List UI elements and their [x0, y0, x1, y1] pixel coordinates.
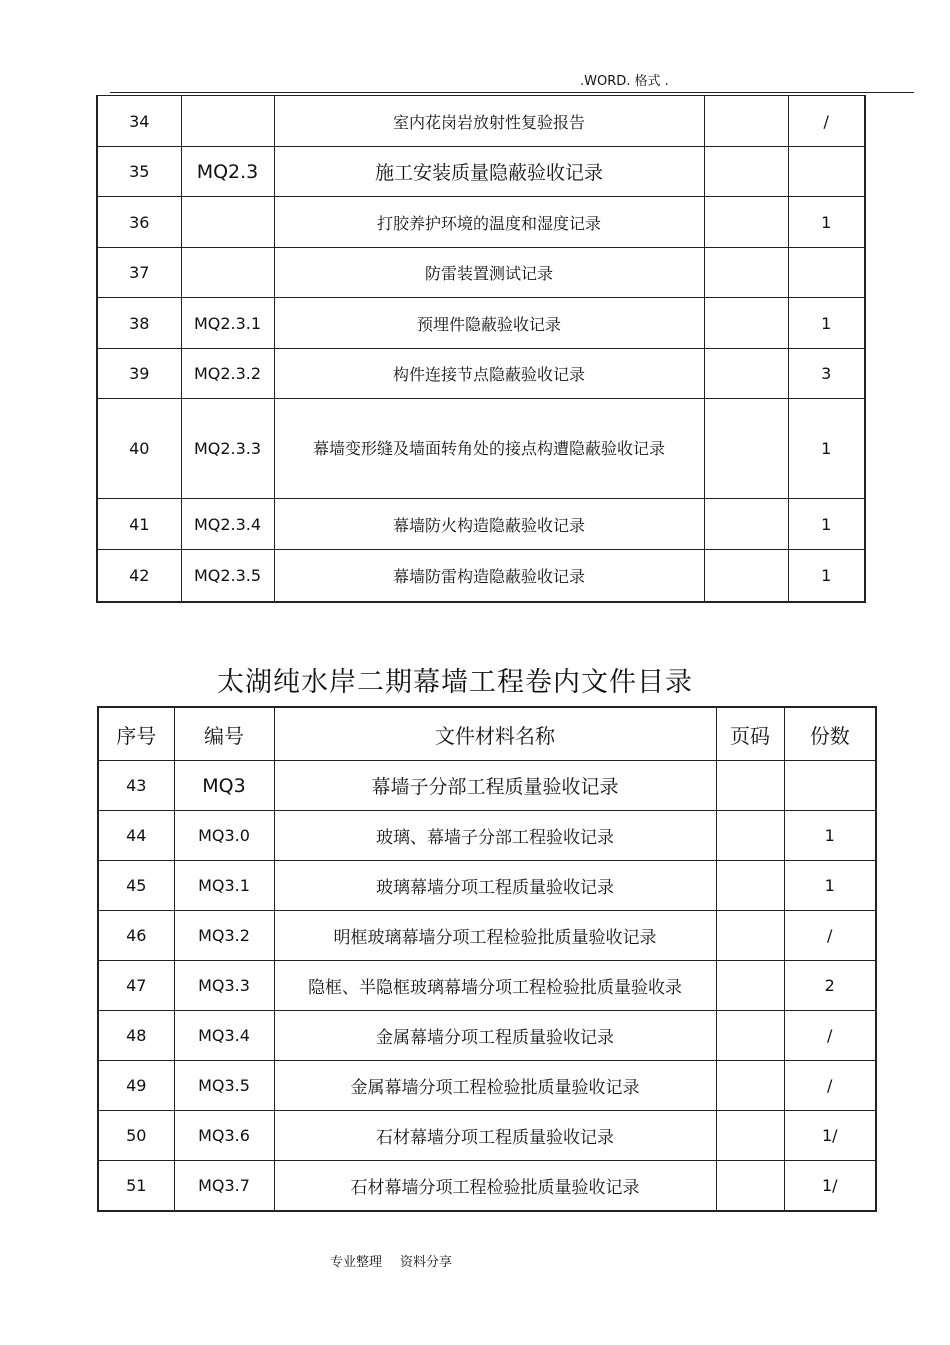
row-name: 打胶养护环境的温度和湿度记录	[274, 197, 704, 248]
row-number: 50	[98, 1111, 174, 1161]
row-count: 1	[788, 499, 865, 550]
row-code: MQ2.3.3	[181, 399, 274, 499]
row-number: 36	[97, 197, 181, 248]
row-number: 47	[98, 961, 174, 1011]
row-count	[788, 147, 865, 197]
row-count: 1	[788, 197, 865, 248]
row-number: 38	[97, 298, 181, 349]
footer-left-text: 专业整理	[330, 1255, 383, 1270]
row-code: MQ3.7	[174, 1161, 274, 1212]
row-number: 51	[98, 1161, 174, 1212]
row-page	[716, 1011, 784, 1061]
row-code: MQ3	[174, 761, 274, 811]
row-name: 预埋件隐蔽验收记录	[274, 298, 704, 349]
header-rule	[110, 92, 914, 93]
row-page	[716, 911, 784, 961]
row-count	[784, 761, 876, 811]
table-row	[98, 861, 876, 911]
row-code: MQ3.6	[174, 1111, 274, 1161]
row-number: 35	[97, 147, 181, 197]
row-number: 41	[97, 499, 181, 550]
table-row	[97, 197, 865, 248]
row-page	[716, 1111, 784, 1161]
header-code: 编号	[174, 707, 274, 761]
row-name: 石材幕墙分项工程检验批质量验收记录	[274, 1161, 716, 1212]
row-code: MQ3.2	[174, 911, 274, 961]
table-row	[97, 399, 865, 499]
table-row	[97, 248, 865, 298]
row-count	[788, 248, 865, 298]
row-page	[704, 147, 788, 197]
row-count: 1	[788, 399, 865, 499]
row-code	[181, 248, 274, 298]
row-name: 施工安装质量隐蔽验收记录	[274, 147, 704, 197]
row-name: 幕墙变形缝及墙面转角处的接点构遭隐蔽验收记录	[274, 399, 704, 499]
row-number: 37	[97, 248, 181, 298]
row-number: 34	[97, 96, 181, 147]
row-name: 防雷装置测试记录	[274, 248, 704, 298]
table-row	[98, 761, 876, 811]
row-page	[716, 811, 784, 861]
row-page	[704, 197, 788, 248]
row-code	[181, 197, 274, 248]
table-header-row	[98, 707, 876, 761]
row-count: 1	[784, 861, 876, 911]
row-count: /	[784, 1011, 876, 1061]
row-code: MQ3.5	[174, 1061, 274, 1111]
row-count: 3	[788, 349, 865, 399]
header-name: 文件材料名称	[274, 707, 716, 761]
row-page	[716, 861, 784, 911]
page-footer	[330, 1251, 470, 1270]
table-row	[97, 147, 865, 197]
row-page	[704, 349, 788, 399]
row-page	[704, 399, 788, 499]
row-name: 构件连接节点隐蔽验收记录	[274, 349, 704, 399]
row-count: /	[788, 96, 865, 147]
row-name: 金属幕墙分项工程质量验收记录	[274, 1011, 716, 1061]
document-title: 太湖纯水岸二期幕墙工程卷内文件目录	[217, 667, 693, 698]
row-page	[704, 96, 788, 147]
row-name: 隐框、半隐框玻璃幕墙分项工程检验批质量验收录	[274, 961, 716, 1011]
table-row	[98, 911, 876, 961]
row-count: 1	[788, 298, 865, 349]
row-page	[704, 499, 788, 550]
row-code: MQ3.3	[174, 961, 274, 1011]
table-row	[97, 96, 865, 147]
row-number: 44	[98, 811, 174, 861]
row-name: 室内花岗岩放射性复验报告	[274, 96, 704, 147]
table-row	[98, 1111, 876, 1161]
row-number: 42	[97, 550, 181, 602]
row-code: MQ2.3.2	[181, 349, 274, 399]
row-count: 1/	[784, 1161, 876, 1212]
file-table	[97, 706, 877, 1212]
file-table-continued	[96, 95, 866, 603]
row-name: 玻璃幕墙分项工程质量验收记录	[274, 861, 716, 911]
row-name: 幕墙防雷构造隐蔽验收记录	[274, 550, 704, 602]
row-number: 40	[97, 399, 181, 499]
table-row	[97, 349, 865, 399]
row-number: 45	[98, 861, 174, 911]
table-row	[97, 499, 865, 550]
row-code: MQ3.4	[174, 1011, 274, 1061]
row-number: 48	[98, 1011, 174, 1061]
table-row	[98, 961, 876, 1011]
row-name: 幕墙防火构造隐蔽验收记录	[274, 499, 704, 550]
row-page	[704, 550, 788, 602]
table-row	[97, 298, 865, 349]
table-row	[97, 550, 865, 602]
table-row	[98, 1061, 876, 1111]
row-count: 1	[788, 550, 865, 602]
row-number: 46	[98, 911, 174, 961]
row-number: 49	[98, 1061, 174, 1111]
table-row	[98, 811, 876, 861]
row-code: MQ2.3	[181, 147, 274, 197]
header-page: 页码	[716, 707, 784, 761]
row-number: 39	[97, 349, 181, 399]
row-count: 1/	[784, 1111, 876, 1161]
row-count: 1	[784, 811, 876, 861]
row-count: /	[784, 911, 876, 961]
header-count: 份数	[784, 707, 876, 761]
page-header-text: .WORD. 格式 .	[580, 74, 669, 89]
table-row	[98, 1161, 876, 1212]
header-number: 序号	[98, 707, 174, 761]
row-code	[181, 96, 274, 147]
row-code: MQ3.0	[174, 811, 274, 861]
row-name: 玻璃、幕墙子分部工程验收记录	[274, 811, 716, 861]
row-code: MQ2.3.5	[181, 550, 274, 602]
row-count: 2	[784, 961, 876, 1011]
row-page	[704, 248, 788, 298]
row-page	[716, 961, 784, 1011]
row-page	[716, 1061, 784, 1111]
row-name: 石材幕墙分项工程质量验收记录	[274, 1111, 716, 1161]
row-code: MQ2.3.1	[181, 298, 274, 349]
row-name: 金属幕墙分项工程检验批质量验收记录	[274, 1061, 716, 1111]
table-row	[98, 1011, 876, 1061]
row-name: 明框玻璃幕墙分项工程检验批质量验收记录	[274, 911, 716, 961]
row-count: /	[784, 1061, 876, 1111]
row-page	[704, 298, 788, 349]
row-number: 43	[98, 761, 174, 811]
row-name: 幕墙子分部工程质量验收记录	[274, 761, 716, 811]
row-page	[716, 1161, 784, 1212]
row-page	[716, 761, 784, 811]
footer-right-text: 资料分享	[400, 1255, 453, 1270]
row-code: MQ3.1	[174, 861, 274, 911]
row-code: MQ2.3.4	[181, 499, 274, 550]
